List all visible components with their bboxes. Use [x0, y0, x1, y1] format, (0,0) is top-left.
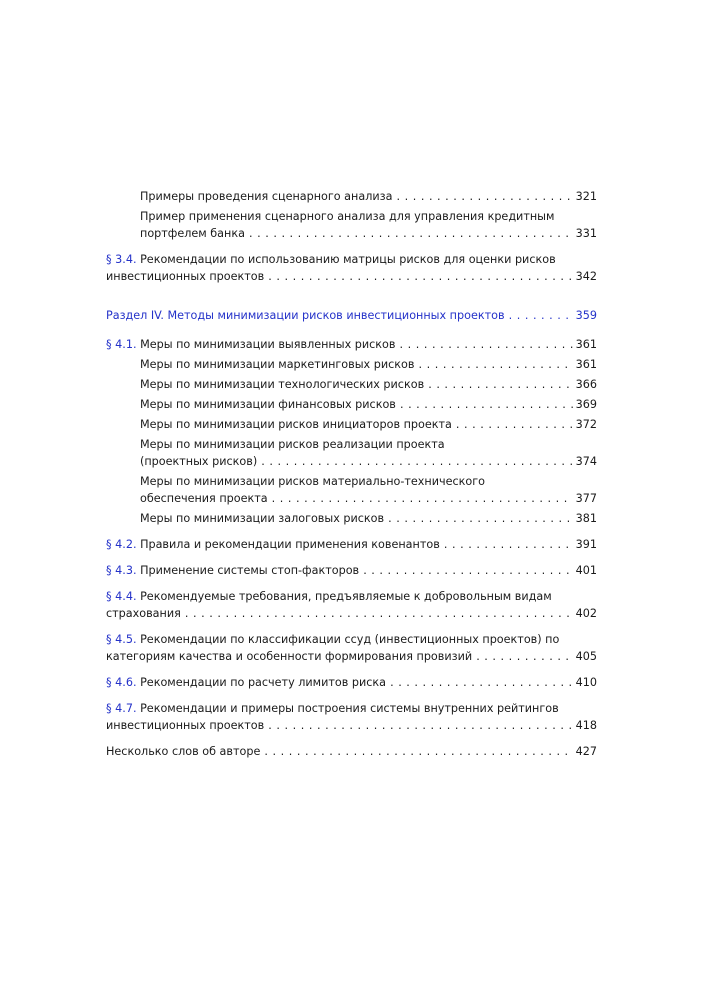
toc-entry-title-line1: Рекомендации и примеры построения системы внутренних рейтингов [140, 702, 559, 715]
toc-entry-page: 377 [575, 492, 597, 505]
toc-entry[interactable] [106, 356, 597, 373]
toc-entry-title: Рекомендации по расчету лимитов риска [140, 676, 387, 689]
toc-entry-title-line2: обеспечения проекта . . . [140, 490, 573, 507]
toc-entry-page: 401 [575, 564, 597, 577]
toc-entry-section[interactable] [106, 251, 597, 285]
toc-entry-title: Меры по минимизации маркетинговых рисков . . . [140, 356, 573, 373]
section-number: § 3.4. [106, 253, 137, 266]
toc-entry-title-line2: страхования . . . [106, 605, 573, 622]
toc-entry-section[interactable] [106, 674, 597, 691]
toc-entry[interactable] [106, 743, 597, 760]
toc-part-heading[interactable] [106, 307, 597, 324]
toc-entry-page: 366 [575, 378, 597, 391]
toc-entry-page: 405 [575, 650, 597, 663]
toc-entry-page: 402 [575, 607, 597, 620]
toc-entry-title: Меры по минимизации финансовых рисков . . . [140, 396, 573, 413]
section-number: § 4.2. [106, 538, 137, 551]
toc-entry-page: 372 [575, 418, 597, 431]
toc-entry-title-line1: Меры по минимизации рисков материально-технического [140, 475, 485, 488]
toc-entry-title-line2: инвестиционных проектов . . . [106, 268, 573, 285]
toc-entry-section[interactable] [106, 700, 597, 734]
toc-entry-title: Меры по минимизации рисков инициаторов проекта . . . [140, 416, 573, 433]
toc-entry-title: Меры по минимизации залоговых рисков . . . [140, 510, 573, 527]
toc-entry[interactable] [106, 473, 597, 507]
toc-entry-title-line2: (проектных рисков) . . . [140, 453, 573, 470]
toc-entry-title-line1: Меры по минимизации рисков реализации проекта [140, 438, 445, 451]
toc-entry-page: 321 [575, 190, 597, 203]
toc-entry-title-line2: инвестиционных проектов . . . [106, 717, 573, 734]
toc-entry[interactable] [106, 396, 597, 413]
toc-entry[interactable] [106, 436, 597, 470]
toc-entry-page: 374 [575, 455, 597, 468]
section-number: § 4.5. [106, 633, 137, 646]
toc-entry-title: Меры по минимизации выявленных рисков [140, 338, 396, 351]
toc-entry-section[interactable] [106, 562, 597, 579]
toc-entry-page: 427 [575, 745, 597, 758]
toc-entry-page: 331 [575, 227, 597, 240]
toc-entry-title-line2: портфелем банка . . . [140, 225, 573, 242]
toc-entry-page: 418 [575, 719, 597, 732]
toc-entry-section[interactable] [106, 631, 597, 665]
section-number: § 4.3. [106, 564, 137, 577]
section-number: § 4.6. [106, 676, 137, 689]
toc-entry-title-line1: Рекомендации по классификации ссуд (инвестиционных проектов) по [140, 633, 560, 646]
part-title: Раздел IV. Методы минимизации рисков инвестиционных проектов . . . [106, 307, 573, 324]
toc-entry-title-line2: категориям качества и особенности формирования провизий . . . [106, 648, 573, 665]
toc-entry-page: 359 [575, 309, 597, 322]
toc-entry-title-line1: Рекомендуемые требования, предъявляемые к добровольным видам [140, 590, 552, 603]
toc-entry-section[interactable] [106, 588, 597, 622]
toc-entry-title-line1: Рекомендации по использованию матрицы рисков для оценки рисков [140, 253, 556, 266]
toc-entry-section[interactable] [106, 336, 597, 353]
section-number: § 4.1. [106, 338, 137, 351]
toc-entry-page: 410 [575, 676, 597, 689]
toc-entry-page: 381 [575, 512, 597, 525]
table-of-contents [106, 188, 597, 760]
toc-entry-title: Меры по минимизации технологических рисков . . . [140, 376, 573, 393]
toc-entry-page: 369 [575, 398, 597, 411]
toc-entry-title: Правила и рекомендации применения ковенантов [140, 538, 440, 551]
toc-entry[interactable] [106, 416, 597, 433]
section-number: § 4.4. [106, 590, 137, 603]
toc-entry[interactable] [106, 510, 597, 527]
toc-entry[interactable] [106, 208, 597, 242]
toc-entry[interactable] [106, 188, 597, 205]
toc-entry-title: Несколько слов об авторе . . . [106, 743, 573, 760]
toc-entry-page: 391 [575, 538, 597, 551]
toc-entry-page: 361 [575, 358, 597, 371]
toc-entry-title-line1: Пример применения сценарного анализа для управления кредитным [140, 210, 555, 223]
toc-entry-page: 342 [575, 270, 597, 283]
toc-entry-section[interactable] [106, 536, 597, 553]
toc-entry-title: Применение системы стоп-факторов [140, 564, 360, 577]
toc-entry[interactable] [106, 376, 597, 393]
section-number: § 4.7. [106, 702, 137, 715]
toc-entry-page: 361 [575, 338, 597, 351]
toc-entry-title: Примеры проведения сценарного анализа . . . [140, 188, 573, 205]
